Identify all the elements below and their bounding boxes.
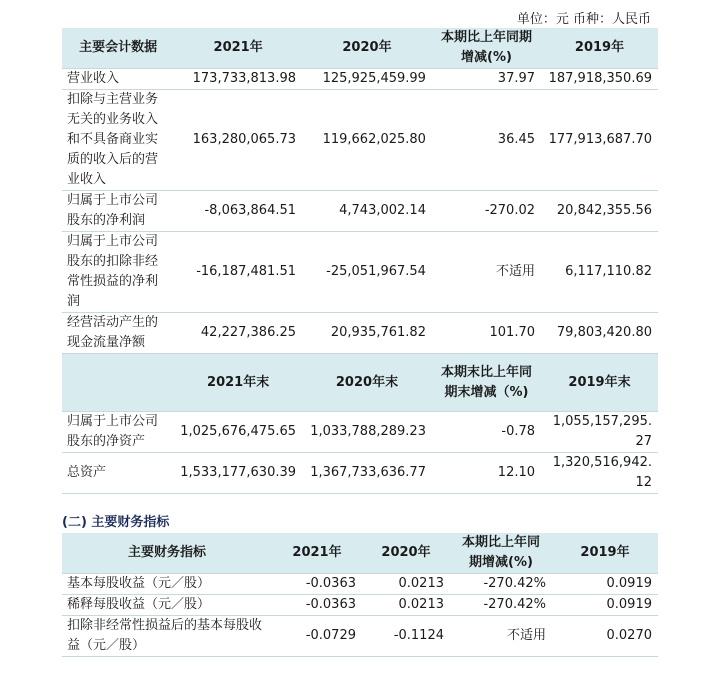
- row-label: 营业收入: [62, 69, 174, 90]
- value-2021: -0.0363: [272, 595, 362, 616]
- section-title: (二) 主要财务指标: [62, 515, 170, 530]
- header-cell: [62, 354, 174, 412]
- value-2020: -25,051,967.54: [302, 232, 432, 313]
- header-cell: 2021年: [272, 533, 362, 574]
- table-row: [62, 191, 658, 232]
- header-cell: 2020年: [302, 28, 432, 69]
- change-pct: 不适用: [450, 616, 552, 657]
- unit-note: 单位：元 币种：人民币: [516, 12, 651, 27]
- value-2020: 4,743,002.14: [302, 191, 432, 232]
- row-label: 经营活动产生的现金流量净额: [62, 313, 174, 354]
- table-row: [62, 90, 658, 191]
- value-2020: -0.1124: [362, 616, 450, 657]
- header-cell: 本期比上年同期增减(%): [432, 28, 541, 69]
- value-2021: -0.0729: [272, 616, 362, 657]
- change-pct: 37.97: [432, 69, 541, 90]
- value-2021: 173,733,813.98: [174, 69, 302, 90]
- header-cell: 本期末比上年同期末增减（%): [432, 354, 541, 412]
- header-cell: 主要财务指标: [62, 533, 272, 574]
- change-pct: 36.45: [432, 90, 541, 191]
- header-cell: 2021年末: [174, 354, 302, 412]
- value-2019: 6,117,110.82: [541, 232, 658, 313]
- value-2020: 119,662,025.80: [302, 90, 432, 191]
- key-accounting-data-table: [62, 28, 658, 494]
- value-2019: 0.0919: [552, 574, 658, 595]
- change-pct: -270.42%: [450, 595, 552, 616]
- row-label: 归属于上市公司股东的扣除非经常性损益的净利润: [62, 232, 174, 313]
- row-label: 归属于上市公司股东的净利润: [62, 191, 174, 232]
- value-2019: 1,055,157,295.27: [541, 412, 658, 453]
- value-2019: 0.0270: [552, 616, 658, 657]
- row-label: 扣除与主营业务无关的业务收入和不具备商业实质的收入后的营业收入: [62, 90, 174, 191]
- change-pct: 12.10: [432, 453, 541, 494]
- table-header-row: [62, 28, 658, 69]
- value-2020: 0.0213: [362, 574, 450, 595]
- change-pct: 101.70: [432, 313, 541, 354]
- header-cell: 2019年末: [541, 354, 658, 412]
- table-row: [62, 595, 658, 616]
- value-2019: 0.0919: [552, 595, 658, 616]
- value-2020: 1,033,788,289.23: [302, 412, 432, 453]
- value-2021: 42,227,386.25: [174, 313, 302, 354]
- value-2021: 1,025,676,475.65: [174, 412, 302, 453]
- table-row: [62, 69, 658, 90]
- change-pct: -0.78: [432, 412, 541, 453]
- header-cell: 2020年: [362, 533, 450, 574]
- header-cell: 2019年: [552, 533, 658, 574]
- value-2021: 1,533,177,630.39: [174, 453, 302, 494]
- table-row: [62, 412, 658, 453]
- value-2021: -0.0363: [272, 574, 362, 595]
- row-label: 归属于上市公司股东的净资产: [62, 412, 174, 453]
- value-2019: 1,320,516,942.12: [541, 453, 658, 494]
- table-header-row: [62, 354, 658, 412]
- header-cell: 2021年: [174, 28, 302, 69]
- table-row: [62, 232, 658, 313]
- table-header-row: [62, 533, 658, 574]
- change-pct: 不适用: [432, 232, 541, 313]
- value-2019: 79,803,420.80: [541, 313, 658, 354]
- value-2021: -16,187,481.51: [174, 232, 302, 313]
- header-cell: 主要会计数据: [62, 28, 174, 69]
- value-2020: 0.0213: [362, 595, 450, 616]
- row-label: 总资产: [62, 453, 174, 494]
- row-label: 基本每股收益（元／股）: [62, 574, 272, 595]
- header-cell: 2019年: [541, 28, 658, 69]
- table-row: [62, 313, 658, 354]
- value-2019: 187,918,350.69: [541, 69, 658, 90]
- key-financial-indicators-table: [62, 533, 658, 657]
- header-cell: 2020年末: [302, 354, 432, 412]
- header-cell: 本期比上年同期增减(%): [450, 533, 552, 574]
- change-pct: -270.42%: [450, 574, 552, 595]
- row-label: 扣除非经常性损益后的基本每股收益（元／股）: [62, 616, 272, 657]
- row-label: 稀释每股收益（元／股）: [62, 595, 272, 616]
- table-row: [62, 574, 658, 595]
- value-2020: 20,935,761.82: [302, 313, 432, 354]
- value-2020: 125,925,459.99: [302, 69, 432, 90]
- table-row: [62, 453, 658, 494]
- value-2019: 20,842,355.56: [541, 191, 658, 232]
- value-2019: 177,913,687.70: [541, 90, 658, 191]
- value-2021: -8,063,864.51: [174, 191, 302, 232]
- value-2020: 1,367,733,636.77: [302, 453, 432, 494]
- value-2021: 163,280,065.73: [174, 90, 302, 191]
- table-row: [62, 616, 658, 657]
- change-pct: -270.02: [432, 191, 541, 232]
